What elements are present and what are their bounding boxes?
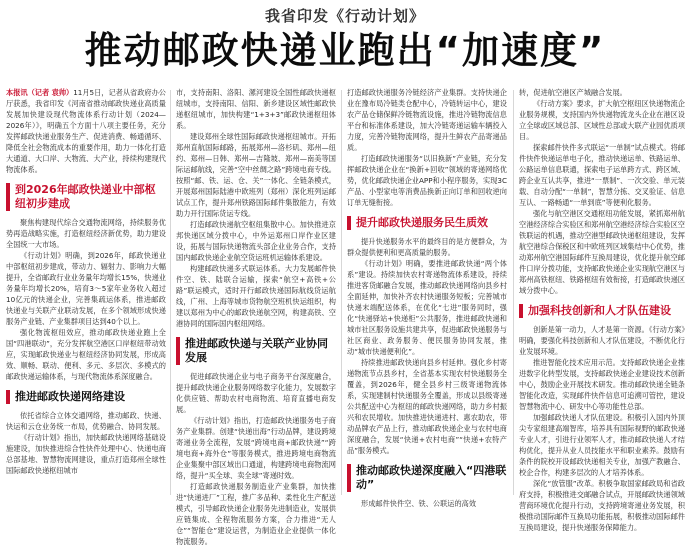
column-divider <box>341 90 342 495</box>
section-heading-livelihood: 提升邮政快递服务民生质效 <box>347 216 507 230</box>
headline-kicker: 我省印发《行动计划》 <box>264 7 425 25</box>
paragraph: 《行动计划》指出，打造邮政快递服务电子商务产业集群。创建“快递出海”行动品牌，建设跨境寄递业务全流程，发展“跨境电商+邮政快递”“跨境电商+海外仓”等服务模式，推进跨境电商物流企业集聚中部区域出口通道，构建跨境电商物流网络，提升“买全球、卖全球”寄递时效。 <box>176 416 336 480</box>
column-3 <box>347 87 507 508</box>
section-heading-innovation: 加强科技创新和人才队伍建设 <box>519 304 685 318</box>
page-headline: 推动邮政快递业跑出“加速度” <box>84 29 606 72</box>
section-heading-network: 推进邮政快递网络建设 <box>6 390 166 404</box>
paragraph: 强化与航空港区交通枢纽功能发展，紧抓郑州航空港经济综合实验区和郑州航空港经济综合实验区空铁联运的机遇，推动空港型邮政快递枢纽建设，发挥航空港综合保税区和中欧班列区域集结中心优势，推动郑州航空港国际邮件互换局建设，优化提升航空邮件口岸分拨功能，支持邮政快递企业实现航空港区与郑州高铁枢纽、铁路枢纽有效衔接，打造邮政快递区域分拨中心。 <box>519 209 685 295</box>
paragraph: 打造邮政快递服务冷链经济产业集群。支持快递企业在豫布局冷链类仓配中心，冷链转运中心，建设农产品仓储保鲜冷链物流设施，推进冷链物流信息平台和标准体系建设，加大冷链寄递运输车辆投入力度，完善冷链物流网络，提升生鲜农产品寄递品质。 <box>347 88 507 152</box>
paragraph: 加强邮政快递人才队伍建设。积极引入国内外顶尖专家组建高端智库，培养具有国际视野的邮政快递专业人才，引进行业领军人才，推动邮政快递人才结构优化，提升从业人员技能水平和职业素养。鼓励有条件的院校开设邮政快递相关专业，加强产教融合、校企合作，构建多层次的人才培养体系。 <box>519 413 685 477</box>
paragraph: 构建邮政快递多式联运体系。大力发展邮件快件空、铁、陆联合运输，探索“航空+高铁+公路”联运模式，适时开行邮政快递国际航线货运航线，广州、上海等城市货物航空班机快运组织，构建以郑州为中心的邮政快递航空网，构建高铁、空港协同的国际国内枢纽网络。 <box>176 264 336 328</box>
paragraph: 促进邮政快递企业与电子商务平台深度融合，提升邮政快递企业服务网络数字化能力，发展数字化供应链、帮助农村电商物流、培育直播电商发展。 <box>176 372 336 414</box>
column-divider <box>513 90 514 495</box>
paragraph: 聚焦构建现代综合交通物流网络，持续服务优势再造战略实施，打造枢纽经济新优势，助力建设全国统一大市场。 <box>6 218 166 249</box>
paragraph: 《行动计划》明确，到2026年，邮政快递业中部枢纽初步建成，带动力、辐射力、影响力大幅提升，全省邮政行业业务量年均增长15%，快递业务量年均增长20%，培育3～5家年业务收入超过10亿元的快递企业，完善集疏运体系，推进邮政快递业与关联产业联动发展，在多个领域形成快递服务产业链、产业集群项目达到40个以上。 <box>6 251 166 326</box>
paragraph: 打造邮政快递服务制造业产业集群，加快推进“快递进厂”工程，推广多品种、柔性化生产配送模式，引导邮政快递企业服务先进制造业，发展供应链集成、全程物流服务方案，合力推进“无人仓”“智能仓”建设运营，为制造业企业提供一体化物流服务。 <box>176 482 336 546</box>
byline: 本报讯（记者 袁帅） <box>6 88 74 97</box>
paragraph: 提升快递服务水平的最终目的是方便群众，为群众提供便利和更高质量的服务。 <box>347 237 507 257</box>
lead-text: 11月5日，记者从省政府办公厅获悉，我省印发《河南省推动邮政快递业高质量发展加快建设现代物流体系行动计划（2024—2026年）》，明确五个方面十八项主要任务，充分发挥邮政快递业服务生产、促进消费、畅通循环、降低全社会物流成本的重要作用，助力一体化打造大通道、大口岸、大物流、大产业，持续构建现代物流体系。 <box>6 88 166 174</box>
paragraph: 打造邮政快递航空枢纽集散中心。加快推进京邦快递区域分拨中心，中外运郑州口岸作业区建设，拓展与国际快递物流头部企业业务合作，支持国内邮政快递企业航空货运班机运输体系建设。 <box>176 220 336 262</box>
lead-paragraph <box>6 87 166 175</box>
paragraph: 深化“放管服”改革。积极争取国家邮政局和省政府支持，积极推进交邮融合试点，开展邮政快递领域营商环境优化提升行动，支持跨境寄递业务发展，积极推动国际邮件互换局功能拓展，积极推动国际邮件互换局建设，提升快递服务保障能力。 <box>519 479 685 532</box>
paragraph: 《行动方案》要求，扩大航空枢纽区快递物流企业服务规模，支持国内外快递物流龙头企业在港区设立全球或区域总部、区域性总部或大联产业园优质项目。 <box>519 99 685 141</box>
paragraph: 依托省综合立体交通网络，推动邮政、快递、快运和云仓业务统一布局，优势融合、协同发展。 <box>6 411 166 431</box>
section-heading-industry: 推进邮政快递与关联产业协同发展 <box>176 337 336 365</box>
section-heading-four-ports: 推动邮政快递深度融入“四港联动” <box>347 464 507 492</box>
section-heading-hub: 到2026年邮政快递业中部枢纽初步建成 <box>6 183 166 211</box>
paragraph: 强化物流枢纽效应，推动邮政快递业跑上全国“四港联动”，充分发挥航空港区口岸枢纽带动效应，实现邮政快递业与枢纽经济协同发展，形成高效、顺畅、联动、便利、多元、多层次、多模式的邮政快递运输体系，与现代物流体系深度融合。 <box>6 328 166 381</box>
paragraph: 形成邮件快件空、铁、公联运的高效 <box>361 499 477 508</box>
paragraph: 创新是第一动力，人才是第一资源。《行动方案》明确，要强化科技创新和人才队伍建设，不断优化行业发展环境。 <box>519 325 685 356</box>
paragraph: 市，支持南阳、洛阳、漯河建设全国性邮政快递枢纽城市，支持南阳、信阳、新乡建设区域性邮政快递枢纽城市，加快构建“1+3+3”邮政快递枢纽体系。 <box>176 88 336 130</box>
paragraph: 建设郑州全球性国际邮政快递枢纽城市。开拓郑州直航国际邮路，拓展郑州—洛杉矶、郑州—纽约、郑州—日韩、郑州—吉隆坡、郑州—南美等国际运邮航线，完善“空中丝绸之路”跨境电商专线。按照“邮、铁、运、仓、关”一体化、全链条模式，开展郑州国际陆港中欧班列（郑州）深化班列运邮试点工作，提升郑州铁路国际邮件集散能力，有效助力开行国际货运专线。 <box>176 132 336 218</box>
paragraph: 《行动计划》指出，加快邮政快递网络基础设施建设，加快推进综合性快件处理中心、快递电商总部基地、智慧物流网建设，重点打造郑州全球性国际邮政快递枢纽城市 <box>6 433 166 475</box>
column-1 <box>6 87 166 501</box>
paragraph: 探索邮件快件多式联运“一单制”试点模式。将邮件快件快递运单电子化，推动快递运单、铁路运单、公路运单信息联通，探索电子运单跨方式、跨区域、跨企业互认共享，推进“一票制”、一次交验、单元装载、自动分配“一单制”，智慧分拣、交叉验证、信息互认、一路畅通“一单到底”等便利化服务。 <box>519 143 685 207</box>
paragraph: 转，促进航空港区产城融合发展。 <box>519 88 627 97</box>
paragraph: 《行动计划》明确，要推进邮政快递“两个体系”建设。持续加快农村寄递物流体系建设，持续推进客货邮融合发展，推动邮政快递网络向县乡村全面延伸，加快补齐农村快递服务短板；完善城市快递末端配送体系，在优化“七进”服务同时，强化“快递驿站+快递柜”公共服务，推进邮政快递和城市社区服务设施共建共享，促进邮政快递服务与社区商业、政务服务、便民服务协同发展，推动“城市快递便利化”。 <box>347 259 507 356</box>
paragraph: 持续推进邮政快递向县乡村延伸。强化乡村寄递物流节点县乡村，全省基本实现农村快递服务全覆盖，到2026年，健全县乡村三级寄递物流体系，实现建制村快递服务全覆盖，形成以县级寄递公共配送中心为枢纽的邮政快递网络，助力乡村振兴和农民增收。加快推进快递进村、惠农助农，带动品牌农产品上行，推动邮政快递企业与农村电商深度融合，发展“快递+农村电商”“快递+农特产品”服务模式。 <box>347 358 507 455</box>
column-4 <box>519 87 685 532</box>
column-2 <box>176 87 336 546</box>
paragraph: 打造邮政快递服务“以旧换新”产业链，充分发挥邮政快递企业在“换新+回收”领域的寄递网络优势，优化邮政快递企业APP和小程序服务，实现3C产品、小型家电等消费品换新正向订单和回收逆向订单无缝衔接。 <box>347 154 507 207</box>
column-divider <box>170 90 171 495</box>
paragraph: 推进智能化技术应用示范。支持邮政快递企业推进数字化转型发展，支持邮政快递企业建设技术创新中心，鼓励企业开展技术研发。推动邮政快递全链条智能化改造，实现邮件快件信息可追溯可管控，建设智慧物流中心、研发中心等功能性总部。 <box>519 358 685 411</box>
